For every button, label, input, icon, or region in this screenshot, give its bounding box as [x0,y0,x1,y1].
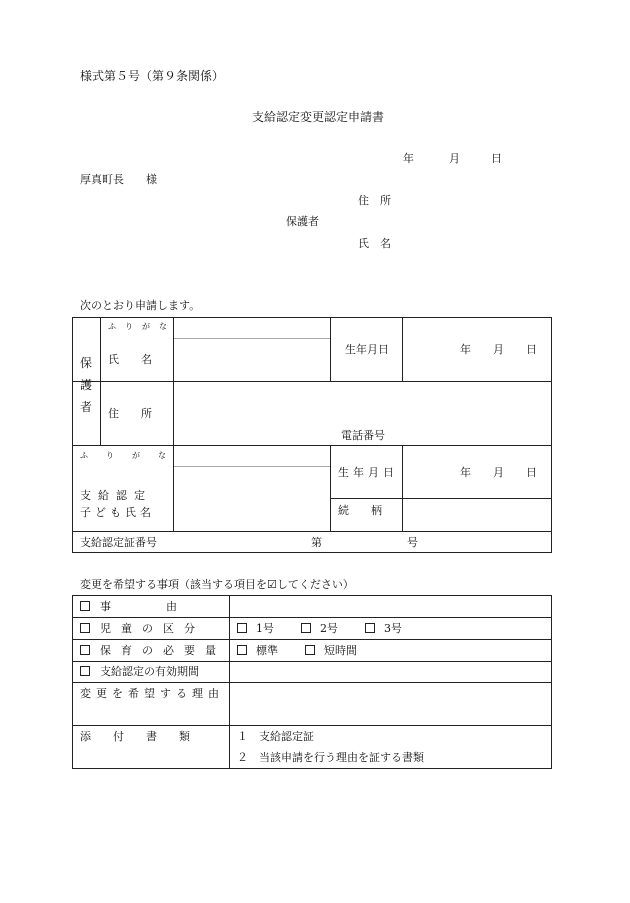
attachment-item-2: ２ 当該申請を行う理由を証する書類 [237,751,424,764]
form-title: 支給認定変更認定申請書 [252,110,385,124]
care-short-checkbox[interactable] [305,645,315,655]
child-birth-label: 生年月日 [338,466,398,479]
category-row-label [80,623,205,634]
row-divider [72,445,552,446]
child-relation-label: 続 柄 [338,504,382,517]
col-divider [330,317,331,381]
date-month-label: 月 [449,152,460,165]
child-name-label-line2: 子ども氏名 [80,506,155,519]
reason-row-label [80,601,177,612]
category-label: 児童の区分 [100,622,205,635]
guardian-birth-month: 月 [493,343,504,356]
col-divider [402,445,403,531]
form-number: 様式第５号（第９条関係） [80,69,225,83]
col-divider [100,317,101,445]
applicant-name-label: 氏 名 [358,237,391,250]
validity-label: 支給認定の有効期間 [100,665,199,678]
child-birth-month: 月 [493,466,504,479]
category-2-label: 2号 [320,622,338,635]
child-birth-day: 日 [526,466,537,479]
reason-label: 事 由 [100,600,177,613]
guardian-furigana-label: ふりがな [108,322,176,331]
guardian-address-label: 住 所 [108,407,152,420]
guardian-birth-label: 生年月日 [345,343,389,356]
category-1-label: 1号 [256,622,274,635]
care-standard-checkbox[interactable] [237,645,247,655]
cert-number-suffix: 号 [407,536,418,549]
row-divider [72,682,552,683]
guardian-birth-year: 年 [460,343,471,356]
row-divider [72,639,552,640]
guardian-name-label: 氏 名 [108,353,152,366]
row-divider [72,531,552,532]
col-divider [402,317,403,381]
care-options [237,645,357,656]
category-3-checkbox[interactable] [365,623,375,633]
category-checkbox[interactable] [80,623,90,633]
section2-intro: 変更を希望する事項（該当する項目を☑してください） [80,578,354,591]
col-divider [173,317,174,445]
row-divider [72,661,552,662]
category-1-checkbox[interactable] [237,623,247,633]
reason-checkbox[interactable] [80,601,90,611]
date-year-label: 年 [403,152,414,165]
col-divider [229,595,230,769]
guardian-phone-label: 電話番号 [341,429,385,442]
date-day-label: 日 [491,152,502,165]
validity-row-label [80,666,199,677]
attachment-item-1: １ 支給認定証 [237,730,314,743]
category-3-label: 3号 [384,622,402,635]
addressee: 厚真町長 様 [80,173,157,186]
care-label: 保育の必要量 [100,644,226,657]
row-divider [72,617,552,618]
child-name-label-line1: 支給認定 [80,489,152,502]
validity-checkbox[interactable] [80,666,90,676]
cert-number-prefix: 第 [311,536,322,549]
guardian-birth-day: 日 [526,343,537,356]
care-short-label: 短時間 [324,644,357,657]
care-row-label [80,645,226,656]
change-reason-label: 変更を希望する理由 [80,687,224,700]
row-divider [72,381,552,382]
row-divider [72,725,552,726]
applicant-address-label: 住 所 [358,194,391,207]
attachments-label: 添 付 書 類 [80,730,190,743]
col-divider [330,445,331,531]
cert-number-label: 支給認定証番号 [80,536,157,549]
row-divider [330,498,552,499]
section1-intro: 次のとおり申請します。 [80,299,201,312]
child-birth-year: 年 [460,466,471,479]
furigana-divider [173,466,330,467]
category-2-checkbox[interactable] [301,623,311,633]
category-options [237,623,402,634]
care-standard-label: 標準 [256,644,278,657]
furigana-divider [173,338,330,339]
care-checkbox[interactable] [80,645,90,655]
child-furigana-label: ふりがな [80,451,184,460]
applicant-role-label: 保護者 [286,215,319,228]
guardian-group-label: 保護者 [80,356,93,414]
